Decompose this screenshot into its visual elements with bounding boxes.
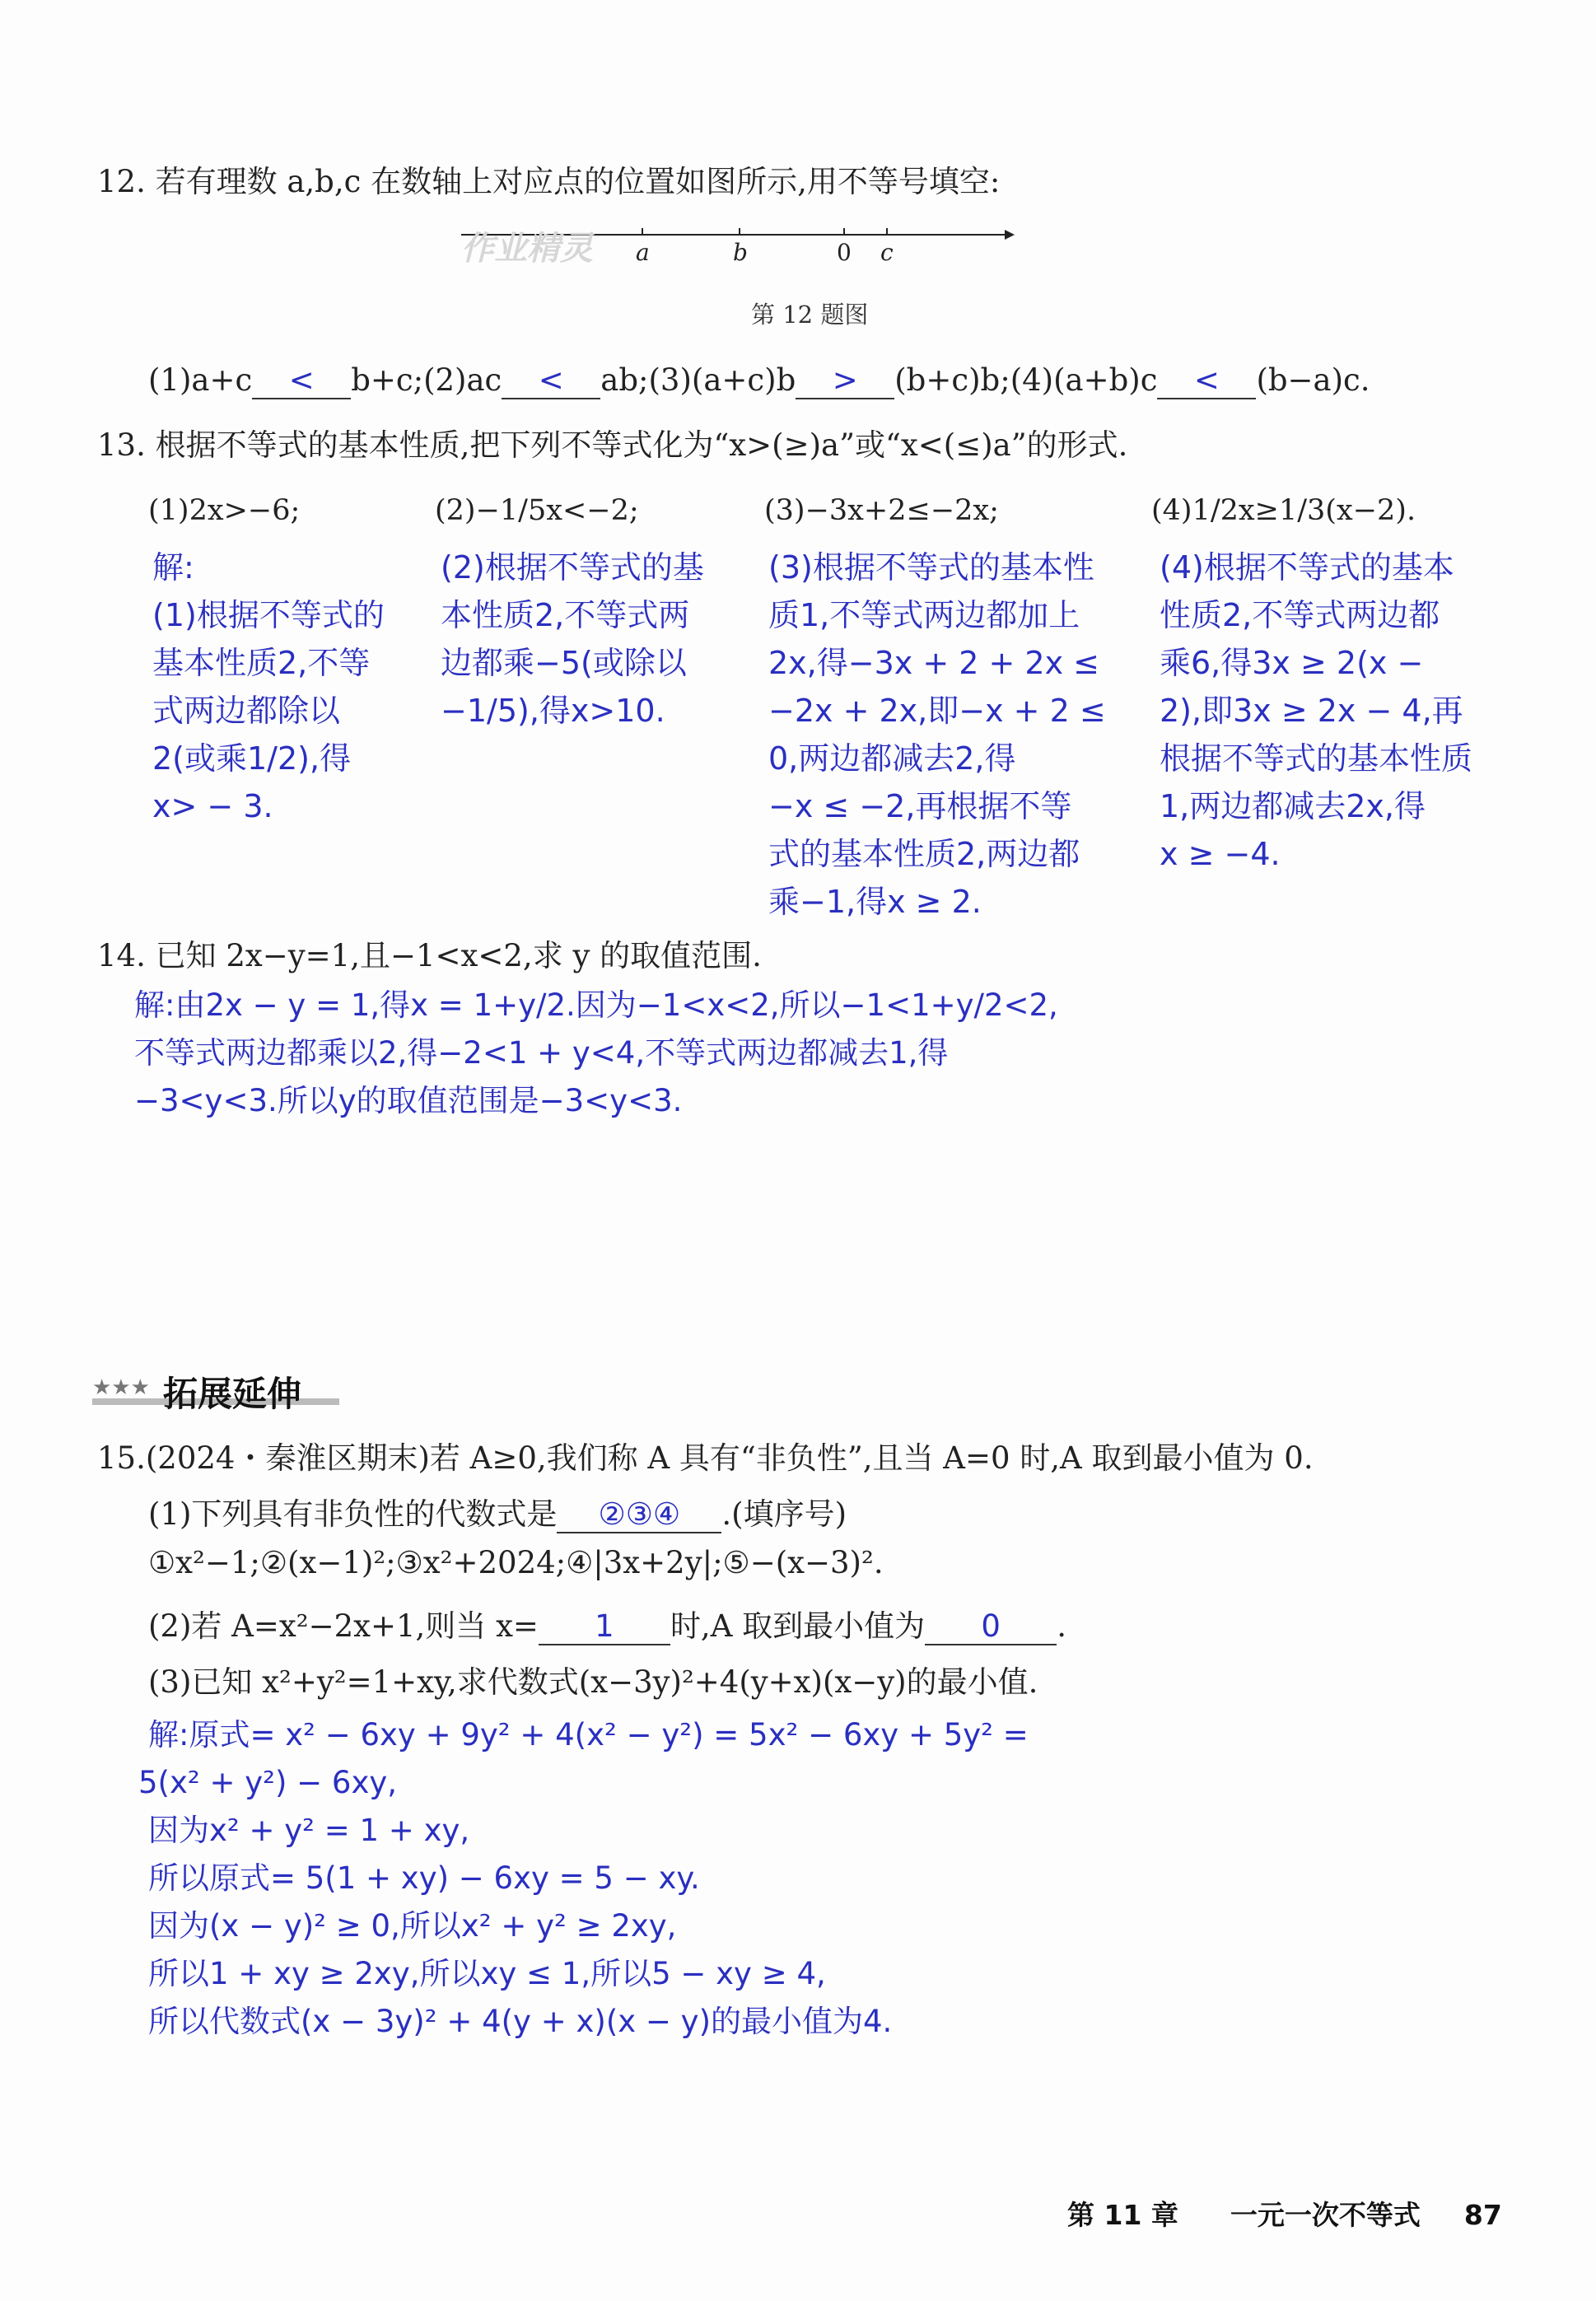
sol3-line: 乘−1,得x ≥ 2.: [768, 884, 982, 920]
q15-part2: [148, 1601, 1066, 1645]
q15-sol-line: 5(x² + y²) − 6xy,: [138, 1765, 398, 1800]
section-header: [92, 1367, 339, 1414]
q13-item-3: (3)−3x+2≤−2x;: [764, 494, 999, 527]
section-title: 拓展延伸: [163, 1374, 302, 1414]
axis-label-0: 0: [837, 239, 852, 266]
sol3-line: 式的基本性质2,两边都: [768, 836, 1080, 872]
axis-label-b: b: [733, 239, 748, 266]
sol4-line: 性质2,不等式两边都: [1160, 597, 1440, 633]
q12-answer-1: <: [252, 362, 351, 399]
q12-answer-3: >: [796, 362, 894, 399]
question-15-text: 15.(2024・秦淮区期末)若 A≥0,我们称 A 具有“非负性”,且当 A=0 时,A 取到最小值为 0.: [97, 1440, 1314, 1476]
question-12-text: 12. 若有理数 a,b,c 在数轴上对应点的位置如图所示,用不等号填空:: [97, 164, 1001, 199]
figure-caption: 第 12 题图: [751, 301, 869, 329]
sol2-line: −1/5),得x>10.: [441, 693, 665, 729]
sol3-line: 质1,不等式两边都加上: [768, 597, 1080, 633]
q15-part2-tail: .: [1057, 1608, 1066, 1644]
q12-part4-tail: (b−a)c.: [1256, 362, 1370, 398]
question-14-text: 14. 已知 2x−y=1,且−1<x<2,求 y 的取值范围.: [97, 938, 762, 973]
q15-part2-mid: 时,A 取到最小值为: [670, 1608, 926, 1644]
q12-part1-text: (1)a+c: [148, 362, 253, 398]
footer-chapter: 第 11 章: [1067, 2199, 1178, 2231]
watermark-logo: 作业精灵: [461, 230, 593, 268]
question-12-blanks: [148, 362, 1370, 399]
sol1-line: 式两边都除以: [152, 693, 341, 729]
sol1-line: 解:: [152, 549, 194, 586]
q12-part2-tail: ab;: [600, 362, 649, 398]
sol3-line: −x ≤ −2,再根据不等: [768, 788, 1072, 824]
sol4-line: 乘6,得3x ≥ 2(x −: [1160, 645, 1424, 681]
sol3-line: (3)根据不等式的基本性: [768, 549, 1094, 586]
q13-solution-1: [152, 544, 416, 830]
axis-label-a: a: [636, 239, 650, 266]
q13-solution-4: [1160, 544, 1522, 878]
q14-sol-line: 解:由2x − y = 1,得x = 1+y/2.因为−1<x<2,所以−1<1+y/2<2,: [134, 987, 1058, 1023]
sol4-line: 2),即3x ≥ 2x − 4,再: [1160, 693, 1463, 729]
q12-part3-tail: (b+c)b;: [894, 362, 1010, 398]
sol3-line: 0,两边都减去2,得: [768, 740, 1016, 777]
q15-part1: [148, 1489, 847, 1533]
q14-sol-line: −3<y<3.所以y的取值范围是−3<y<3.: [134, 1083, 683, 1118]
q14-solution: [134, 982, 1534, 1125]
sol4-line: 1,两边都减去2x,得: [1160, 788, 1426, 824]
q12-answer-4: <: [1157, 362, 1256, 399]
q15-part1-tail: .(填序号): [721, 1496, 847, 1532]
sol3-line: −2x + 2x,即−x + 2 ≤: [768, 693, 1106, 729]
q15-answer-2b: 0: [925, 1608, 1057, 1645]
axis-label-c: c: [880, 239, 894, 266]
q15-sol-line: 所以1 + xy ≥ 2xy,所以xy ≤ 1,所以5 − xy ≥ 4,: [148, 1956, 826, 1991]
footer-title: 一元一次不等式: [1230, 2199, 1421, 2231]
sol3-line: 2x,得−3x + 2 + 2x ≤: [768, 645, 1100, 681]
q13-item-1: (1)2x>−6;: [148, 494, 301, 527]
sol2-line: 本性质2,不等式两: [441, 597, 690, 633]
q15-solution: [138, 1711, 1548, 2046]
q12-part1-tail: b+c;: [351, 362, 424, 398]
sol1-line: x> − 3.: [152, 788, 273, 824]
sol2-line: (2)根据不等式的基: [441, 549, 704, 586]
footer: [1067, 2194, 1502, 2233]
q15-sol-line: 因为x² + y² = 1 + xy,: [148, 1813, 470, 1848]
q13-solution-2: [441, 544, 745, 735]
q15-part1-text: (1)下列具有非负性的代数式是: [148, 1496, 558, 1532]
q15-sol-line: 因为(x − y)² ≥ 0,所以x² + y² ≥ 2xy,: [148, 1908, 677, 1944]
sol4-line: x ≥ −4.: [1160, 836, 1281, 872]
q15-answer-2a: 1: [539, 1608, 670, 1645]
q13-solution-3: [768, 544, 1139, 926]
q13-item-4: (4)1/2x≥1/3(x−2).: [1151, 494, 1416, 527]
number-line-arrow: [1005, 230, 1015, 240]
q15-part2-text: (2)若 A=x²−2x+1,则当 x=: [148, 1608, 539, 1644]
q15-options: ①x²−1;②(x−1)²;③x²+2024;④|3x+2y|;⑤−(x−3)².: [148, 1545, 884, 1580]
q15-sol-line: 所以原式= 5(1 + xy) − 6xy = 5 − xy.: [148, 1860, 700, 1896]
q15-sol-line: 所以代数式(x − 3y)² + 4(y + x)(x − y)的最小值为4.: [148, 2004, 893, 2039]
star-icon: ★★★: [92, 1375, 150, 1400]
sol2-line: 边都乘−5(或除以: [441, 645, 687, 681]
q15-sol-line: 解:原式= x² − 6xy + 9y² + 4(x² − y²) = 5x² − 6xy + 5y² =: [148, 1717, 1029, 1753]
q15-answer-1: ②③④: [557, 1496, 721, 1533]
sol1-line: 2(或乘1/2),得: [152, 740, 352, 777]
sol1-line: (1)根据不等式的: [152, 597, 385, 633]
sol4-line: 根据不等式的基本性质: [1160, 740, 1473, 777]
q15-part3: (3)已知 x²+y²=1+xy,求代数式(x−3y)²+4(y+x)(x−y)的最小值.: [148, 1664, 1038, 1700]
sol4-line: (4)根据不等式的基本: [1160, 549, 1454, 586]
sol1-line: 基本性质2,不等: [152, 645, 371, 681]
question-13-text: 13. 根据不等式的基本性质,把下列不等式化为“x>(≥)a”或“x<(≤)a”的形式.: [97, 427, 1128, 463]
q12-answer-2: <: [502, 362, 600, 399]
q12-part2-text: (2)ac: [423, 362, 502, 398]
q12-part3-text: (3)(a+c)b: [648, 362, 796, 398]
q13-item-2: (2)−1/5x<−2;: [435, 494, 639, 527]
q14-sol-line: 不等式两边都乘以2,得−2<1 + y<4,不等式两边都减去1,得: [134, 1035, 949, 1071]
page-number: 87: [1463, 2199, 1502, 2231]
q12-part4-text: (4)(a+b)c: [1010, 362, 1158, 398]
